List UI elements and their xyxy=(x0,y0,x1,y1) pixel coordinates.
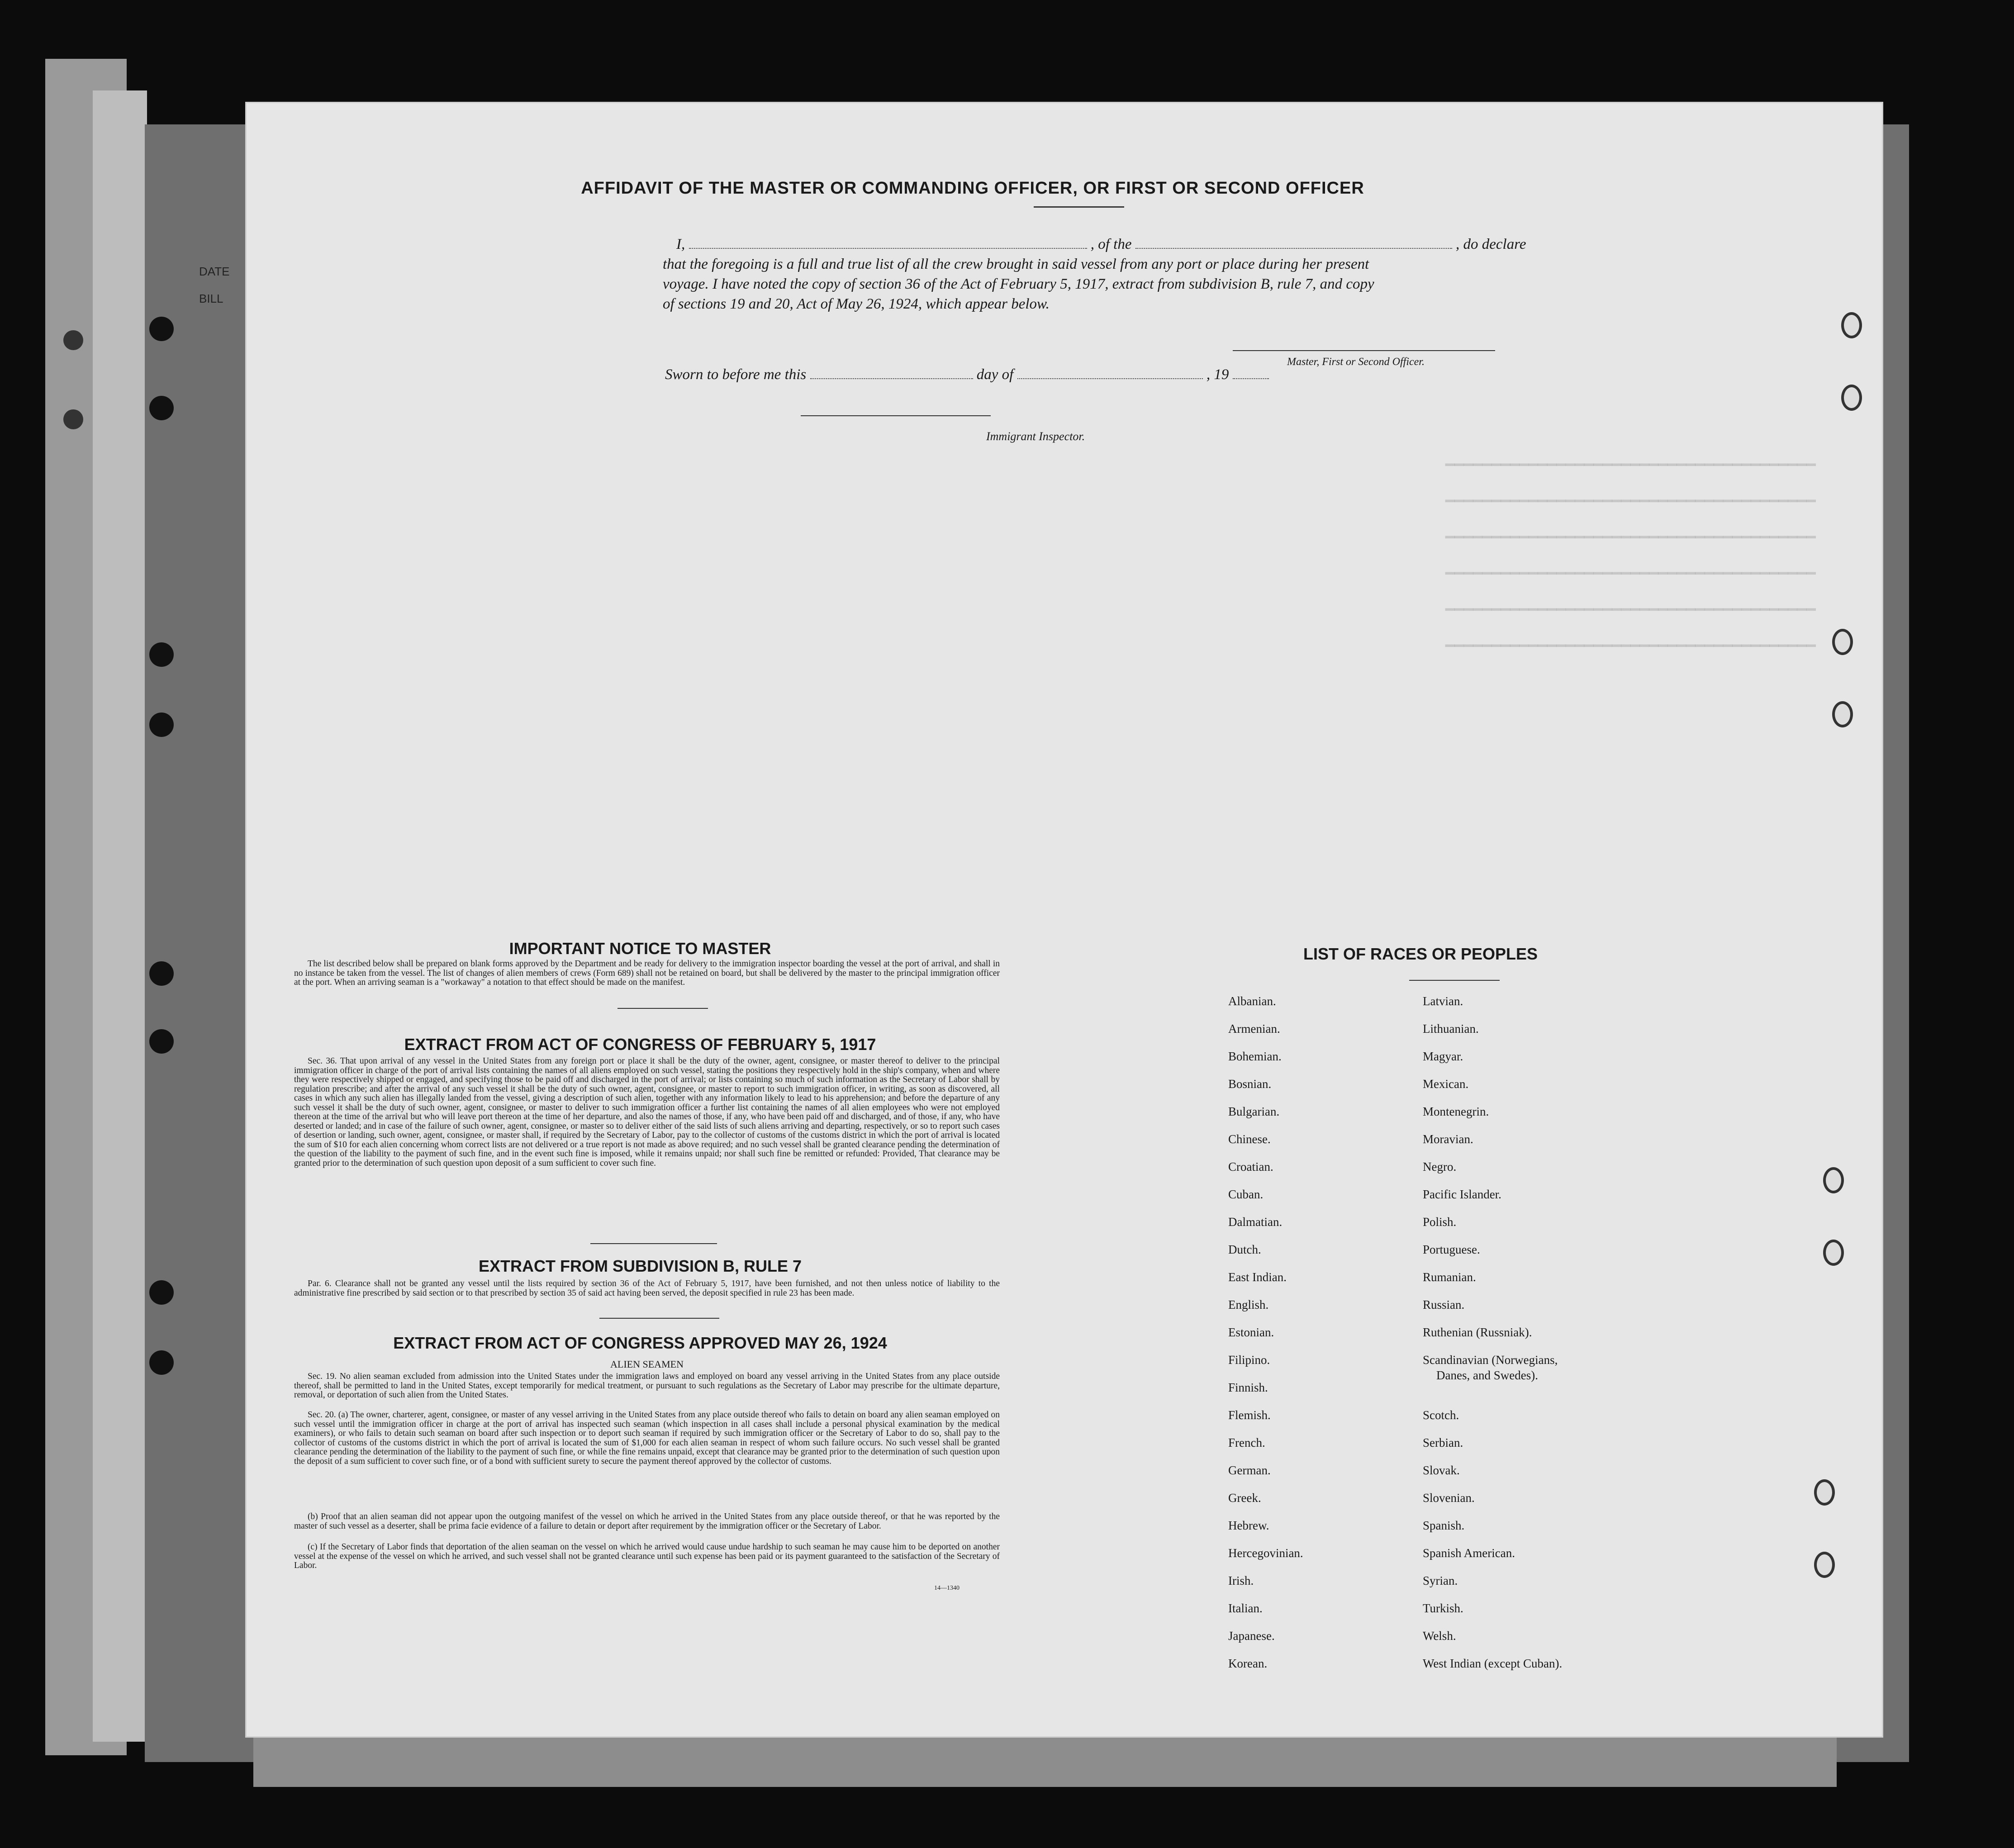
affidavit-title: AFFIDAVIT OF THE MASTER OR COMMANDING OFFICER, OR FIRST OR SECOND OFFICER xyxy=(581,179,1364,198)
sworn-year-field[interactable] xyxy=(1233,366,1269,379)
bleed-through-texture: ━━━━━━━━━━━━━━━━━━━━━━━━━━━━━━━━━━━━━━━━ xyxy=(1445,530,1816,547)
race-item: Armenian. xyxy=(1228,1022,1280,1036)
races-right-column xyxy=(1423,993,1562,1683)
race-item: Dalmatian. xyxy=(1228,1215,1282,1229)
binder-ring xyxy=(1814,1479,1835,1506)
race-item-label: Turkish. xyxy=(1423,1601,1463,1615)
race-item: Greek. xyxy=(1228,1491,1261,1505)
race-item xyxy=(1423,1573,1562,1601)
binder-hole xyxy=(149,713,174,737)
sworn-year: , 19 xyxy=(1206,366,1229,383)
binder-hole xyxy=(149,317,174,341)
officer-name-field[interactable] xyxy=(689,236,1087,249)
race-item: Filipino. xyxy=(1228,1353,1270,1367)
race-item xyxy=(1423,1104,1562,1131)
declaration-line-2: that the foregoing is a full and true list of all the crew brought in said vessel from any port or place during her present xyxy=(663,256,1369,272)
binder-ring xyxy=(1832,701,1853,727)
sworn-line xyxy=(665,365,1269,385)
race-item: Japanese. xyxy=(1228,1629,1275,1643)
race-item xyxy=(1423,1518,1562,1545)
declaration-of-the: , of the xyxy=(1090,236,1132,252)
race-item-label: Mexican. xyxy=(1423,1077,1469,1091)
race-item xyxy=(1423,1325,1562,1352)
race-item-label: Latvian. xyxy=(1423,994,1463,1008)
race-item: Italian. xyxy=(1228,1601,1263,1615)
sworn-month-field[interactable] xyxy=(1017,366,1203,379)
race-item: Croatian. xyxy=(1228,1160,1273,1173)
race-item-label: Pacific Islander. xyxy=(1423,1188,1501,1201)
race-item xyxy=(1423,1656,1562,1683)
race-item: Bohemian. xyxy=(1228,1050,1282,1063)
race-item xyxy=(1423,1187,1562,1214)
race-item xyxy=(1423,1435,1562,1463)
race-item-label: Slovak. xyxy=(1423,1463,1460,1477)
binder-hole xyxy=(149,961,174,986)
extract-1924-sec20a: Sec. 20. (a) The owner, charterer, agent, consignee, or master of any vessel arriving in the United States from any place outside thereof who fails to detain on board any alien seaman employed on such vessel until the immigration officer in charge at the port of arrival has inspected such seaman (which inspection in all cases shall include a personal physical examination by the medical examiners), or who fails to detain such seaman on board after such inspection or to deport such seaman if required by such immigration officer or the Secretary of Labor to do so, shall pay to the collector of customs of the customs district in which the port of arrival is located the sum of $1,000 for each alien seaman in respect of whom such failure occurs. No such vessel shall be granted clearance pending the determination of the liability to the payment of such fine, or while the fine remains unpaid, except that clearance may be granted prior to the determination of such question upon the deposit of a sum sufficient to cover such fine, or of a bond with sufficient surety to secure the payment thereof approved by the collector of customs. xyxy=(294,1410,1000,1466)
race-item-label: West Indian (except Cuban). xyxy=(1423,1657,1563,1670)
bleed-through-texture: ━━━━━━━━━━━━━━━━━━━━━━━━━━━━━━━━━━━━━━━━ xyxy=(1445,458,1816,475)
race-item: Hebrew. xyxy=(1228,1519,1269,1532)
binder-ring xyxy=(1814,1552,1835,1578)
binder-ring xyxy=(1823,1167,1844,1193)
binder-ring xyxy=(1841,312,1862,338)
race-item: Bosnian. xyxy=(1228,1077,1272,1091)
underlying-sheet-edge xyxy=(253,1737,1837,1787)
race-item: Cuban. xyxy=(1228,1188,1264,1201)
extract-1917-title: EXTRACT FROM ACT OF CONGRESS OF FEBRUARY 5, 1917 xyxy=(404,1035,876,1054)
race-item-label: Welsh. xyxy=(1423,1629,1456,1643)
extract-rule7-text: Par. 6. Clearance shall not be granted any vessel until the lists required by section 36 of the Act of February 5, 1917, have been furnished, and not then unless notice of liability to the administrative fine prescribed by said section or to that prescribed by section 35 of said act having been served, the deposit specified in rule 23 has been made. xyxy=(294,1279,1000,1298)
section-divider xyxy=(618,1008,708,1009)
bleed-through-texture: ━━━━━━━━━━━━━━━━━━━━━━━━━━━━━━━━━━━━━━━━ xyxy=(1445,566,1816,584)
extract-1924-sec20b: (b) Proof that an alien seaman did not appear upon the outgoing manifest of the vessel on which he arrived in the United States from any place outside thereof, or that he was reported by the master of such vessel as a deserter, shall be prima facie evidence of a failure to detain or deport after requirement by the immigration officer or the Secretary of Labor. xyxy=(294,1512,1000,1531)
race-item xyxy=(1423,1021,1562,1049)
races-left-column xyxy=(1228,993,1303,1683)
officer-signature-line[interactable] xyxy=(1233,350,1495,351)
sworn-day-field[interactable] xyxy=(810,366,973,379)
race-item: Bulgarian. xyxy=(1228,1105,1280,1118)
notice-title: IMPORTANT NOTICE TO MASTER xyxy=(509,939,771,958)
bleed-through-texture: ━━━━━━━━━━━━━━━━━━━━━━━━━━━━━━━━━━━━━━━━ xyxy=(1445,494,1816,511)
sworn-prefix: Sworn to before me this xyxy=(665,366,807,383)
race-item xyxy=(1423,1131,1562,1159)
binder-hole xyxy=(149,1350,174,1375)
races-title-underline xyxy=(1409,980,1500,981)
race-item-label: Slovenian. xyxy=(1423,1491,1475,1505)
affidavit-page xyxy=(247,103,1882,1736)
race-item-label: Magyar. xyxy=(1423,1050,1463,1063)
binder-ring xyxy=(1841,385,1862,411)
race-item-label: Ruthenian (Russniak). xyxy=(1423,1325,1532,1339)
title-underline xyxy=(1034,206,1124,208)
race-item xyxy=(1423,1159,1562,1187)
race-item: Hercegovinian. xyxy=(1228,1546,1303,1560)
race-item-label: Polish. xyxy=(1423,1215,1457,1229)
declaration-line-3: voyage. I have noted the copy of section 36 of the Act of February 5, 1917, extract from subdivision B, rule 7, and copy xyxy=(663,276,1374,292)
background-paper-strip xyxy=(93,90,147,1742)
race-item-label: Moravian. xyxy=(1423,1132,1473,1146)
race-item-continuation: Danes, and Swedes). xyxy=(1436,1368,1538,1382)
form-number: 14—1340 xyxy=(934,1585,960,1591)
margin-date-label: DATE xyxy=(199,265,230,278)
race-item: English. xyxy=(1228,1298,1269,1311)
binder-hole xyxy=(63,330,83,350)
binder-ring xyxy=(1823,1240,1844,1266)
affidavit-declaration xyxy=(663,234,1771,314)
race-item-label: Scandinavian (Norwegians, xyxy=(1423,1353,1558,1367)
race-item-label: Spanish American. xyxy=(1423,1546,1515,1560)
binder-hole xyxy=(149,1280,174,1305)
race-item xyxy=(1423,993,1562,1021)
race-item-label: Portuguese. xyxy=(1423,1243,1480,1256)
race-item xyxy=(1423,1601,1562,1628)
race-item-label: Spanish. xyxy=(1423,1519,1465,1532)
binder-hole xyxy=(63,409,83,429)
binder-ring xyxy=(1832,629,1853,655)
inspector-signature-line[interactable] xyxy=(801,415,991,416)
race-item: East Indian. xyxy=(1228,1270,1287,1284)
race-item xyxy=(1423,1076,1562,1104)
binder-hole xyxy=(149,1029,174,1054)
race-item: German. xyxy=(1228,1463,1271,1477)
race-item xyxy=(1423,1297,1562,1325)
bleed-through-texture: ━━━━━━━━━━━━━━━━━━━━━━━━━━━━━━━━━━━━━━━━ xyxy=(1445,603,1816,620)
extract-1924-sec19: Sec. 19. No alien seaman excluded from admission into the United States under the immigration laws and employed on board any vessel arriving in the United States from any place outside thereof, shall be permitted to land in the United States, except temporarily for medical treatment, or pursuant to such regulations as the Secretary of Labor may prescribe for the ultimate departure, removal, or deportation of such alien from the United States. xyxy=(294,1372,1000,1400)
race-item-label: Rumanian. xyxy=(1423,1270,1476,1284)
race-item-label: Montenegrin. xyxy=(1423,1105,1489,1118)
extract-1924-sec20c: (c) If the Secretary of Labor finds that deportation of the alien seaman on the vessel on which he arrived would cause undue hardship to such seaman he may cause him to be deported on another vessel at the expense of the vessel on which he arrived, and such vessel shall not be granted clearance until such expense has been paid or its payment guaranteed to the satisfaction of the Secretary of Labor. xyxy=(294,1542,1000,1570)
race-item: Chinese. xyxy=(1228,1132,1271,1146)
notice-text: The list described below shall be prepared on blank forms approved by the Department and be ready for delivery to the immigration inspector boarding the vessel at the port of arrival, and shall in no instance be taken from the vessel. The list of changes of alien members of crews (Form 689) shall not be retained on board, but shall be delivered by the master to the principal immigration officer at the port. When an arriving seaman is a "workaway" a notation to that effect should be made on the manifest. xyxy=(294,959,1000,987)
race-item-label: Lithuanian. xyxy=(1423,1022,1479,1036)
bleed-through-texture: ━━━━━━━━━━━━━━━━━━━━━━━━━━━━━━━━━━━━━━━━ xyxy=(1445,639,1816,656)
race-item xyxy=(1423,1628,1562,1656)
race-item xyxy=(1423,1463,1562,1490)
race-item-label: Negro. xyxy=(1423,1160,1457,1173)
declaration-i: I, xyxy=(676,236,685,252)
race-item: Dutch. xyxy=(1228,1243,1261,1256)
extract-rule7-title: EXTRACT FROM SUBDIVISION B, RULE 7 xyxy=(478,1257,802,1275)
vessel-name-field[interactable] xyxy=(1135,236,1452,249)
binder-hole xyxy=(149,642,174,667)
race-item xyxy=(1423,1407,1562,1435)
section-divider xyxy=(599,1318,719,1319)
binder-hole xyxy=(149,396,174,420)
race-item: Finnish. xyxy=(1228,1381,1268,1394)
race-item-label: Serbian. xyxy=(1423,1436,1463,1449)
race-item-label: Russian. xyxy=(1423,1298,1465,1311)
race-item-label: Scotch. xyxy=(1423,1408,1459,1422)
race-item xyxy=(1423,1269,1562,1297)
inspector-label: Immigrant Inspector. xyxy=(986,430,1085,443)
extract-1924-subtitle: ALIEN SEAMEN xyxy=(610,1359,684,1370)
declaration-do-declare: , do declare xyxy=(1455,236,1526,252)
race-item: Flemish. xyxy=(1228,1408,1271,1422)
sworn-day-of: day of xyxy=(976,366,1014,383)
race-item: French. xyxy=(1228,1436,1265,1449)
officer-signature-label: Master, First or Second Officer. xyxy=(1287,356,1425,368)
race-item xyxy=(1423,1352,1562,1407)
race-item xyxy=(1423,1490,1562,1518)
race-item: Estonian. xyxy=(1228,1325,1274,1339)
race-item: Albanian. xyxy=(1228,994,1276,1008)
race-item xyxy=(1423,1214,1562,1242)
race-item-label: Syrian. xyxy=(1423,1574,1458,1587)
declaration-line-4: of sections 19 and 20, Act of May 26, 1924, which appear below. xyxy=(663,296,1050,312)
race-item xyxy=(1423,1545,1562,1573)
margin-bill-label: BILL xyxy=(199,292,223,305)
section-divider xyxy=(590,1243,717,1244)
race-item xyxy=(1423,1242,1562,1269)
race-item: Irish. xyxy=(1228,1574,1254,1587)
extract-1924-title: EXTRACT FROM ACT OF CONGRESS APPROVED MAY 26, 1924 xyxy=(393,1334,887,1352)
race-item xyxy=(1423,1049,1562,1076)
extract-1917-text: Sec. 36. That upon arrival of any vessel in the United States from any foreign port or place it shall be the duty of the owner, agent, consignee, or master thereof to deliver to the principal immigration officer in charge of the port of arrival lists containing the names of all aliens employed on such vessel, stating the positions they respectively hold in the ship's company, when and where they were respectively shipped or engaged, and specifying those to be paid off and discharged in the port of arrival; or lists containing so much of such information as the Secretary of Labor shall by regulation prescribe; and after the arrival of any such vessel it shall be the duty of such owner, agent, consignee, or master to report to such immigration officer, in writing, as soon as discovered, all cases in which any such alien has illegally landed from the vessel, giving a description of such alien, together with any information likely to lead to his apprehension; and before the departure of any such vessel it shall be the duty of such owner, agent, consignee, or master to deliver to such immigration officer a further list containing the names of all alien employees who were not employed thereon at the time of the arrival but who will leave port thereon at the time of her departure, and also the names of those, if any, who have been paid off and discharged, and of those, if any, who have deserted or landed; and in case of the failure of such owner, agent, consignee, or master so to deliver either of the said lists of such aliens arriving and departing, respectively, or so to report such cases of desertion or landing, such owner, agent, consignee, or master shall, if required by the Secretary of Labor, pay to the collector of customs of the customs district in which the port of arrival is located the sum of $10 for each alien concerning whom correct lists are not delivered or a true report is not made as above required; and no such vessel shall be granted clearance pending the determination of the question of the liability to the payment of such fine, and in the event such fine is imposed, while it remains unpaid; nor shall such fine be remitted or refunded: Provided, That clearance may be granted prior to the determination of such question upon deposit of a sum sufficient to cover such fine. xyxy=(294,1056,1000,1168)
race-item: Korean. xyxy=(1228,1657,1268,1670)
races-title: LIST OF RACES OR PEOPLES xyxy=(1303,945,1538,963)
